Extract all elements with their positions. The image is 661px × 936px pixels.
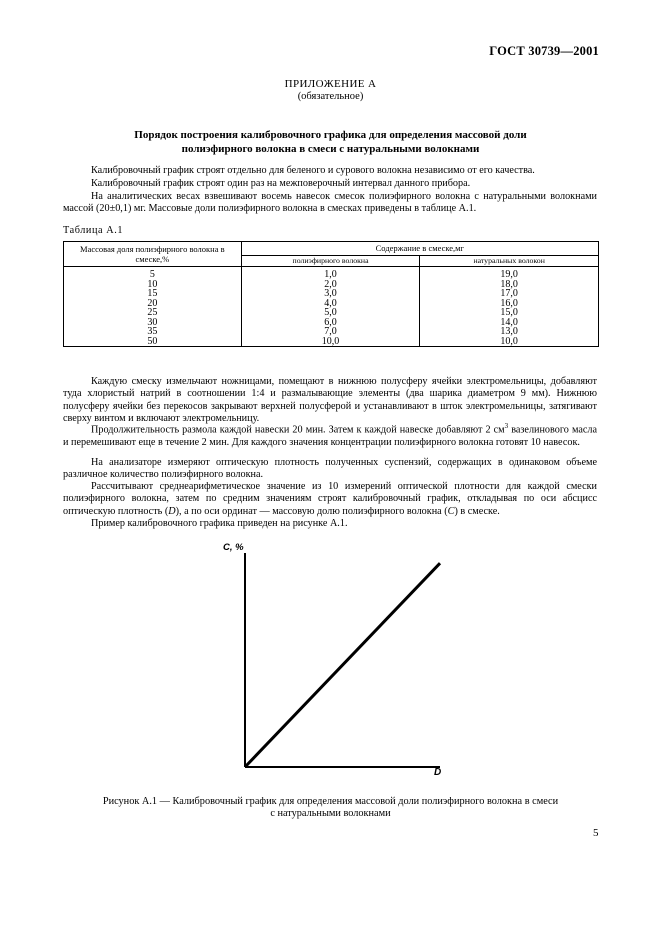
table-cell: 25: [64, 308, 242, 318]
table-cell: 5: [64, 267, 242, 280]
table-cell: 1,0: [241, 267, 420, 280]
section-title-line-2: полиэфирного волокна в смеси с натуральными волокнами: [181, 143, 480, 155]
paragraph-text: На аналитических весах взвешивают восемь навесок смесок полиэфирного волокна с натуральными волокнами массой (20±0,1) мг. Массовые доли полиэфирного волокна в смесках приведены в таблице А.1.: [63, 191, 597, 215]
y-axis-label: C, %: [223, 542, 244, 553]
paragraph-text: ) в смеске.: [454, 505, 500, 517]
table-cell: 13,0: [420, 327, 599, 337]
paragraph-text: Рассчитывают среднеарифметическое значение из 10 измерений оптической плотности для каждой смески полиэфирного волокна, затем по средним значениям строят калибровочный график, откладывая по оси абсцисс оптическую плотность (: [63, 481, 597, 517]
table-header-polyester: полиэфирного волокна: [241, 255, 420, 266]
appendix-title: ПРИЛОЖЕНИЕ А: [284, 78, 377, 90]
table-cell: 10,0: [241, 337, 420, 347]
symbol-c: C: [447, 505, 455, 517]
figure-caption: [0, 796, 661, 820]
table-cell: 4,0: [241, 299, 420, 309]
table-cell: 17,0: [420, 289, 599, 299]
symbol-d: D: [168, 505, 176, 517]
table-cell: 50: [64, 337, 242, 347]
table-header-content: Содержание в смеске,мг: [241, 242, 598, 256]
table-cell: 35: [64, 327, 242, 337]
table-cell: 30: [64, 318, 242, 328]
document-code: ГОСТ 30739—2001: [489, 44, 599, 58]
paragraph-text: вазелинового масла и перемешивают еще в течение 2 мин. Для каждого значения концентрации полиэфирного волокна готовят 10 навесок.: [63, 424, 597, 448]
table-header-natural: натуральных волокон: [420, 255, 599, 266]
table-cell: 15,0: [420, 308, 599, 318]
paragraph-text: ), а по оси ординат — массовую долю полиэфирного волокна (: [175, 505, 448, 517]
figure-caption-line-1: Рисунок А.1 — Калибровочный график для определения массовой доли полиэфирного волокна в смеси: [102, 796, 559, 807]
figure-caption-line-2: с натуральными волокнами: [270, 808, 391, 819]
table-cell: 19,0: [420, 267, 599, 280]
table-cell: 7,0: [241, 327, 420, 337]
table-cell: 3,0: [241, 289, 420, 299]
table-cell: 5,0: [241, 308, 420, 318]
paragraph-text: Калибровочный график строят отдельно для беленого и сурового волокна независимо от его качества.: [91, 165, 535, 176]
table-cell: 10,0: [420, 337, 599, 347]
table-cell: 10: [64, 280, 242, 290]
table-cell: 6,0: [241, 318, 420, 328]
x-axis-label: D: [434, 767, 442, 778]
superscript: 3: [504, 422, 509, 430]
appendix-note: (обязательное): [297, 91, 364, 102]
table-cell: 16,0: [420, 299, 599, 309]
section-title-line-1: Порядок построения калибровочного графика для определения массовой доли: [134, 129, 527, 141]
paragraph-text: Пример калибровочного графика приведен на рисунке А.1.: [91, 518, 348, 529]
table-cell: 18,0: [420, 280, 599, 290]
table-cell: 15: [64, 289, 242, 299]
table-caption: Таблица А.1: [63, 225, 124, 236]
paragraph-text: Каждую смеску измельчают ножницами, помещают в нижнюю полусферу ячейки электромельницы, добавляют туда хлористый натрий в соотношении 1:4 и размалывающие элементы (два шарика диаметром 9 мм). Нижнюю полусферу ячейки без перекосов закрывают верхней полусферой и устанавливают в шток электромельницы, затягивают сверху винтом и включают электромельницу.: [63, 376, 597, 425]
table-cell: 20: [64, 299, 242, 309]
table-header-mass-share: Массовая доля полиэфирного волокна в смеске,%: [64, 242, 242, 267]
table-cell: 2,0: [241, 280, 420, 290]
paragraph-text: Продолжительность размола каждой навески 20 мин. Затем к каждой навеске добавляют 2 см: [91, 424, 505, 436]
paragraph-text: На анализаторе измеряют оптическую плотность полученных суспензий, содержащих в одинаковом объеме различное количество полиэфирного волокна.: [63, 457, 597, 481]
calibration-line: [245, 563, 440, 767]
page-number: 5: [593, 827, 599, 839]
table-cell: 14,0: [420, 318, 599, 328]
paragraph-text: Калибровочный график строят один раз на межповерочный интервал данного прибора.: [91, 178, 471, 189]
